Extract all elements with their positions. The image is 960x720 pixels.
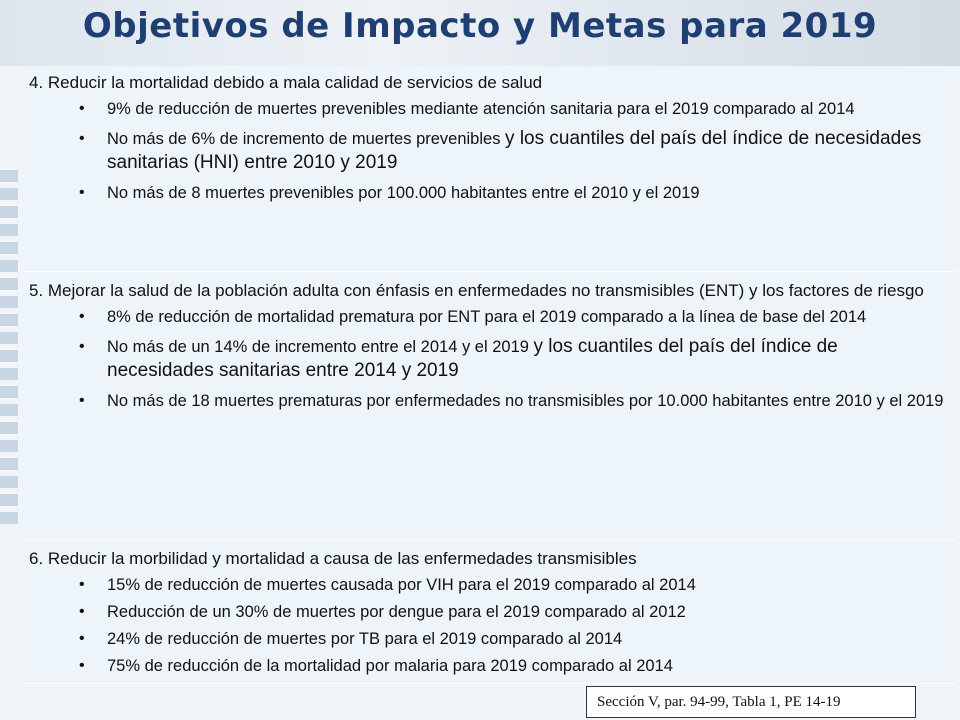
- list-item: [107, 127, 948, 175]
- goal-text: No más de un 14% de incremento entre el 2014 y el 2019: [107, 338, 534, 356]
- section-objective-6: [22, 542, 956, 684]
- goal-text-large: y los cuantiles del país del índice de necesidades sanitarias (HNI) entre 2010 y 2019: [107, 128, 922, 173]
- section-heading: 5. Mejorar la salud de la población adulta con énfasis en enfermedades no transmisibles (ENT) y los factores de riesgo: [29, 281, 924, 300]
- goal-text-large: y los cuantiles del país del índice de necesidades sanitarias entre 2014 y 2019: [107, 336, 838, 381]
- section-heading: 4. Reducir la mortalidad debido a mala calidad de servicios de salud: [29, 73, 543, 92]
- decorative-squares: [0, 170, 22, 540]
- goal-text: No más de 6% de incremento de muertes prevenibles: [107, 130, 506, 148]
- section-objective-4: [22, 66, 956, 272]
- objectives-table: [22, 66, 956, 684]
- section-objective-5: [22, 274, 956, 540]
- list-item: • No más de 8 muertes prevenibles por 100.000 habitantes entre el 2010 y el 2019: [107, 181, 948, 205]
- list-item: • 75% de reducción de la mortalidad por malaria para 2019 comparado al 2014: [107, 654, 948, 678]
- list-item: • No más de 18 muertes prematuras por enfermedades no transmisibles por 10.000 habitantes entre 2010 y el 2019: [107, 389, 948, 413]
- page-title: Objetivos de Impacto y Metas para 2019: [82, 6, 878, 46]
- list-item: • 8% de reducción de mortalidad prematura por ENT para el 2019 comparado a la línea de base del 2014: [107, 305, 948, 329]
- goals-list: [29, 97, 948, 205]
- list-item: • Reducción de un 30% de muertes por dengue para el 2019 comparado al 2012: [107, 600, 948, 624]
- list-item: • 24% de reducción de muertes por TB para el 2019 comparado al 2014: [107, 627, 948, 651]
- goals-list: [29, 573, 948, 678]
- list-item: [107, 335, 948, 383]
- list-item: • 9% de reducción de muertes prevenibles mediante atención sanitaria para el 2019 comparado al 2014: [107, 97, 948, 121]
- list-item: • 15% de reducción de muertes causada por VIH para el 2019 comparado al 2014: [107, 573, 948, 597]
- source-reference: Sección V, par. 94-99, Tabla 1, PE 14-19: [586, 686, 916, 718]
- section-heading: 6. Reducir la morbilidad y mortalidad a causa de las enfermedades transmisibles: [29, 549, 637, 568]
- goals-list: [29, 305, 948, 413]
